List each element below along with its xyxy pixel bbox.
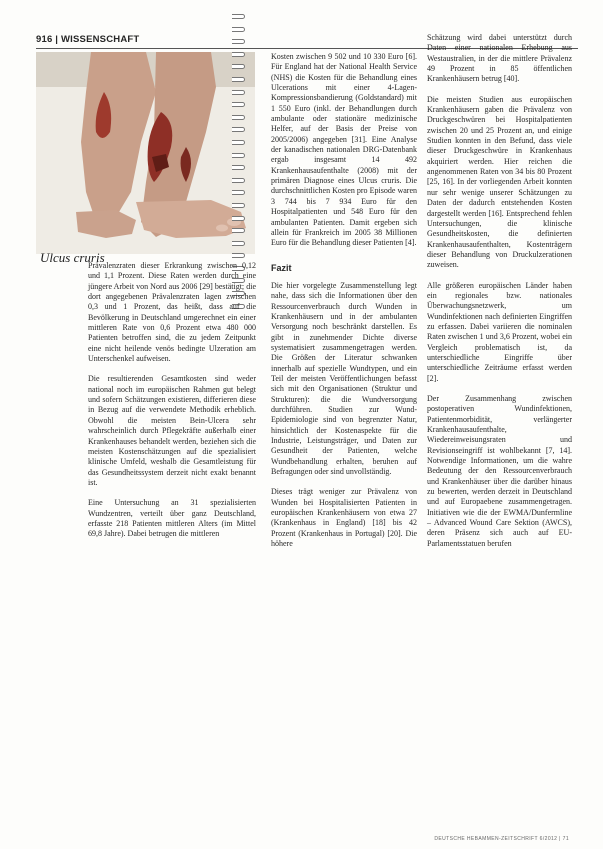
paragraph: Die resultierenden Gesamtkosten sind weder national noch im europäischen Rahmen gut belegt und sofern Schätzungen existieren, differieren diese in Bezug auf die verwendete Methodik erheblich. Obwohl die meisten Bein-Ulcera sehr wahrscheinlich durch Pflegekräfte außerhalb einer Krankenhauses behandelt werden, beziehen sich die meisten Kostenschätzungen auf die spezialisiert klinische Umfeld, weshalb die Gesamtleistung für das Gesundheitssystem derzeit nicht exakt benannt ist. [88,374,256,487]
paragraph: Kosten zwischen 9 502 und 10 330 Euro [6]. Für England hat der National Health Service (NHS) die Kosten für die Behandlung eines Ulcerations mit einer 4-Lagen-Kompressionsbandierung (Goldstandard) mit 1 550 Euro (inkl. der Behandlungen durch ambulante oder stationäre medizinische Helfer, auf der Basis der Preise von 2005/2006) angegeben [31]. Eine Analyse der kanadischen nationalen DRG-Datenbank ergab insgesamt 14 492 Krankenhausaufenthalte (2008) mit der primären Diagnose eines Ulcus cruris. Die durchschnittlichen Kosten pro Episode waren 3 744 bis 7 934 Euro für den Hospitalpatienten und 548 Euro für den ambulanten Patienten. Damit ergeben sich allein für Frankreich im 2005 38 Millionen Euro für die Behandlung dieser Patienten [4]. [271,52,417,248]
paragraph: Prävalenzraten dieser Erkrankung zwischen 0,12 und 1,1 Prozent. Diese Raten werden durch eine jüngere Arbeit von Nord aus 2006 [29] bestätigt; die dort angegebenen Prävalenzraten lagen zwischen 0,3 und 1 Prozent, das heißt, dass auf die Bevölkerung in Deutschland umgerechnet ein einer mittleren Rate von 0,6 Prozent etwa 480 000 Patienten betroffen sind, die zu jedem Zeitpunkt eine nicht heilende venös bedingte Ulzeration am Unterschenkel aufweisen. [88,261,256,364]
paragraph: Die hier vorgelegte Zusammenstellung legt nahe, dass sich die Informationen über den Ressourcenverbrauch durch Wunden in Krankenhäusern und in der ambulanten Versorgung noch beschränkt darstellen. Es gibt in zunehmender Dichte diverse systematisiert zusammengetragen werden. Die Größen der Literatur schwanken innerhalb auf spezielle Wundtypen, und ein Teil der meisten Veröffentlichungen befasst sich mit den Organisationen (Struktur und Strukturen): die die Wundversorgung durchführen. Studien zur Wund-Epidemiologie sind von begrenzter Natur, hinsichtlich der Kostenaspekte für die Industrie, Leistungsträger, und Daten zur Gesundheit der Patienten, welche Wundbehandlung erhalten, beruhen auf Befragungen oder sind unvollständig. [271,280,417,477]
page-footer: DEUTSCHE HEBAMMEN-ZEITSCHRIFT 6/2012 | 71 [434,836,569,842]
text-column-3 [427,33,572,559]
paragraph: Die meisten Studien aus europäischen Krankenhäusern gaben die Prävalenz von Druckgeschwüren bei Hospitalpatienten zwischen 20 und 25 Prozent an, und einige Studien konnten in den Befund, dass viele dieser Druckgeschwüre in Krankenhaus akquiriert werden. Hier reichen die angenommenen Raten von 34 bis 80 Prozent [25, 16]. In der vorliegenden Arbeit konnten nur sehr wenige unserer Schätzungen zu Daten der dadurch entstehenden Kosten dargestellt werden [16]. Entsprechend fehlen Untersuchungen, die klinische Gesundheitskosten, die definierten Krankenhausaufenthalten, Kostenträgern dieser Behandlung von Druckulzerationen zuweisen. [427,94,572,270]
page-header: 916 | WISSENSCHAFT [36,34,140,45]
paragraph: Der Zusammenhang zwischen postoperativen Wundinfektionen, Patientenmorbidität, verlängerter Krankenhausaufenthalte, Wiedereinweisungsraten und Revisionseingriff ist wohlbekannt [7, 14]. Notwendige Informationen, um die wahre Bedeutung der den Ressourcenverbrauch und Krankenhäuser über die darüber hinaus zu bewerten, werden derzeit in Deutschland und auf Europaebene zusammengetragen. Initiativen wie die der EWMA/Dunfermline – Advanced Wound Care Sektion (AWCS), deren Präsenz sich auch auf EU-Parlamentsstatuen berufen [427,394,572,548]
paragraph: Alle größeren europäischen Länder haben ein regionales bzw. nationales Überwachungsnetzwerk, um Wundinfektionen nach definierten Eingriffen zu erfassen. Dabei variieren die nominalen Raten zwischen 1 und 3,6 Prozent, wobei ein Vergleich problematisch ist, da unterschiedliche Eingriffe über unterschiedliche Zeiträume erfasst werden [2]. [427,280,572,383]
paragraph: Eine Untersuchung an 31 spezialisierten Wundzentren, verteilt über ganz Deutschland, erfasste 218 Patienten mittleren Alters (im Mittel 69,8 Jahre). Dabei betrugen die mittleren [88,498,256,539]
paragraph: Schätzung wird dabei unterstützt durch Daten einer nationalen Erhebung aus Westaustralien, in der die mittlere Prävalenz 49 Prozent in 85 öffentlichen Krankenhäusern betrug [40]. [427,33,572,84]
text-column-1 [88,261,256,550]
paragraph: Dieses trägt weniger zur Prävalenz von Wunden bei Hospitalisierten Patienten in europäischen Krankenhäusern von etwa 27 (Krankenhaus in England) [18] bis 42 Prozent (Krankenhaus in Portugal) [20]. Die höhere [271,487,417,549]
figure-caption: Ulcus cruris [40,250,105,265]
text-column-2 [271,52,417,559]
figure-photo [36,52,255,254]
leg-ulcer-photo [36,52,255,254]
section-heading: Fazit [271,262,292,273]
